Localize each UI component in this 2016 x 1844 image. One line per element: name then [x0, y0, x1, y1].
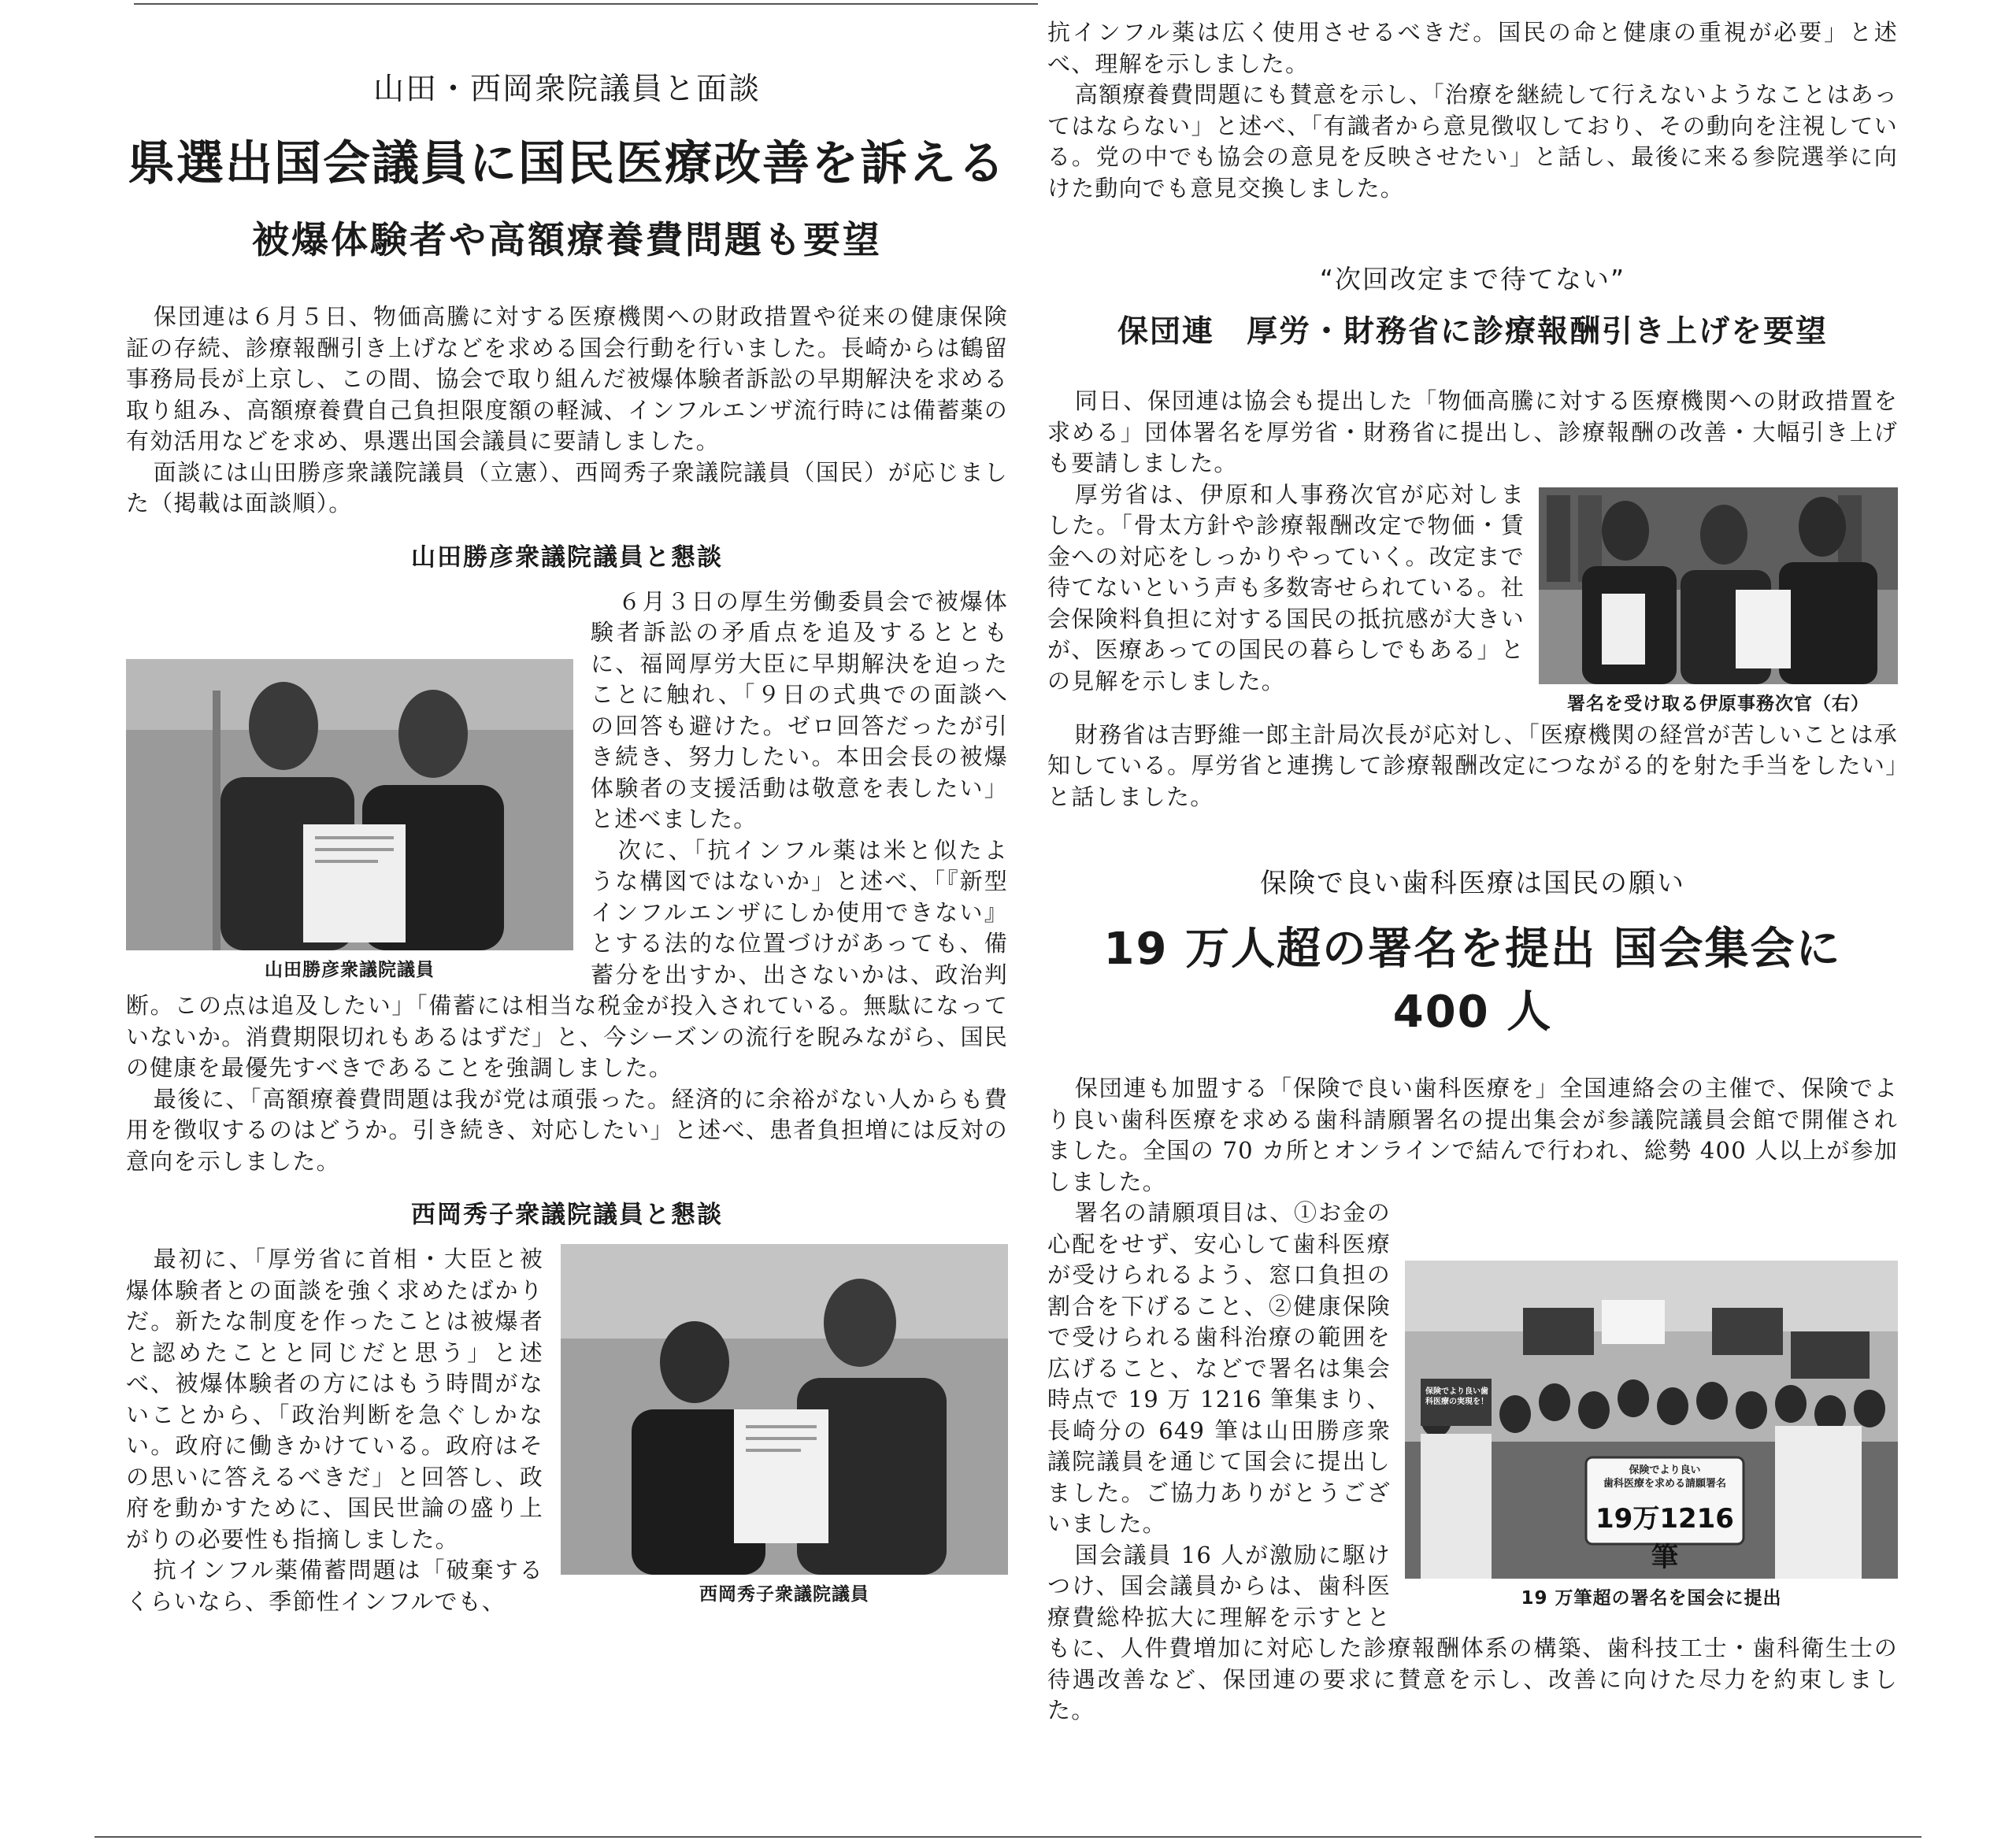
nishioka-photo-block [561, 1244, 1008, 1605]
rally-photo [1405, 1261, 1898, 1579]
bottom-rule [94, 1836, 1922, 1838]
yamada-photo-caption: 山田勝彦衆議院議員 [265, 959, 435, 980]
article3-kicker: 保険で良い歯科医療は国民の願い [1260, 868, 1685, 899]
rally-sign-count: 19万1216筆 [1595, 1503, 1734, 1573]
continued-p1: 抗インフル薬は広く使用させるべきだ。国民の命と健康の重視が必要」と述べ、理解を示しました。 [1047, 19, 1898, 77]
yamada-photo [126, 659, 573, 950]
article3-headline: 19 万人超の署名を提出 国会集会に 400 人 [1103, 924, 1842, 1038]
article3-p2: 署名の請願項目は、①お金の心配をせず、安心して歯科医療が受けられるよう、窓口負担の割合を下げること、②健康保険で受けられる歯科治療の範囲を広げること、などで署名は集会時点で 19 万 1216 筆集まり、長崎分の 649 筆は山田勝彦衆議院議員を通じて国会に提出しました。ご協力ありがとうございました。 [1047, 1199, 1391, 1537]
ihara-photo [1539, 487, 1898, 684]
article1-headline: 県選出国会議員に国民医療改善を訴える [128, 136, 1006, 191]
article3-p1: 保団連も加盟する「保険で良い歯科医療を」全国連絡会の主催で、保険でより良い歯科医療を求める歯科請願署名の提出集会が参議院議員会館で開催されました。全国の 70 カ所とオンラインで結んで行われ、総勢 400 人以上が参加しました。 [1047, 1075, 1898, 1195]
nishioka-photo [561, 1244, 1008, 1575]
nishioka-p2: 抗インフル薬備蓄問題は「破棄するくらいなら、季節性インフルでも、 [126, 1557, 543, 1615]
rally-photo-block [1405, 1261, 1898, 1609]
article3-p3: 国会議員 16 人が激励に駆けつけ、国会議員からは、歯科医療費総枠拡大に理解を示すとともに、人件費増加に対応した診療報酬体系の構築、歯科技工士・歯科衛生士の待遇改善など、保団連の要求に賛意を示し、改善に向けた尽力を約束しました。 [1047, 1541, 1898, 1724]
article2-p1: 同日、保団連は協会も提出した「物価高騰に対する医療機関への財政措置を求める」団体署名を厚労省・財務省に提出し、診療報酬の改善・大幅引き上げも要請しました。 [1047, 387, 1898, 476]
ihara-photo-caption: 署名を受け取る伊原事務次官（右） [1567, 693, 1870, 714]
right-column [1047, 0, 1898, 1727]
nishioka-photo-caption: 西岡秀子衆議院議員 [699, 1584, 869, 1605]
ihara-photo-block [1539, 487, 1898, 715]
yamada-p2: 次に、「抗インフル薬は米と似たような構図ではないか」と述べ、「『新型インフルエンザにしか使用できない』とする法的な位置づけがあっても、備蓄分を出すか、出さないかは、政治判断。この点は追及したい」「備蓄には相当な税金が投入されている。無駄になっていないか。消費期限切れもあるはずだ」と、今シーズンの流行を睨みながら、国民の健康を最優先すべきであることを強調しました。 [126, 836, 1008, 1081]
article1-subhead: 被爆体験者や高額療養費問題も要望 [252, 219, 882, 262]
article1-intro-p2: 面談には山田勝彦衆議院議員（立憲）、西岡秀子衆議院議員（国民）が応じました（掲載は面談順）。 [126, 458, 1008, 517]
article1-kicker: 山田・西岡衆院議員と面談 [372, 72, 761, 107]
yamada-section-title: 山田勝彦衆議院議員と懇談 [411, 542, 723, 572]
yamada-p1: ６月３日の厚生労働委員会で被爆体験者訴訟の矛盾点を追及するとともに、福岡厚労大臣に早期解決を迫ったことに触れ、「９日の式典での面談への回答も避けた。ゼロ回答だったが引き続き、努力したい。本田会長の被爆体験者の支援活動は敬意を表したい」と述べました。 [591, 587, 1008, 832]
rally-photo-caption: 19 万筆超の署名を国会に提出 [1521, 1588, 1782, 1609]
rally-sign-main: 保険でより良い 歯科医療を求める請願署名 [1603, 1464, 1726, 1490]
article2-kicker: “次回改定まで待てない” [1319, 264, 1626, 294]
continued-p2: 高額療養費問題にも賛意を示し、「治療を継続して行えないようなことはあってはならない」と述べ、「有識者から意見徴収しており、その動向を注視している。党の中でも協会の意見を反映させたい」と話し、最後に来る参院選挙に向けた動向でも意見交換しました。 [1047, 81, 1898, 202]
yamada-p3: 最後に、「高額療養費問題は我が党は頑張った。経済的に余裕がない人からも費用を徴収するのはどうか。引き続き、対応したい」と述べ、患者負担増には反対の意向を示しました。 [126, 1085, 1008, 1175]
yamada-photo-block [126, 659, 573, 981]
article1-intro-p1: 保団連は６月５日、物価高騰に対する医療機関への財政措置や従来の健康保険証の存続、診療報酬引き上げなどを求める国会行動を行いました。長崎からは鶴留事務局長が上京し、この間、協会で取り組んだ被爆体験者訴訟の早期解決を求める取り組み、高額療養費自己負担限度額の軽減、インフルエンザ流行時には備蓄薬の有効活用などを求め、県選出国会議員に要請しました。 [126, 303, 1008, 454]
article2-p2: 厚労省は、伊原和人事務次官が応対しました。「骨太方針や診療報酬改定で物価・賃金への対応をしっかりやっていく。改定まで待てないという声も多数寄せられている。社会保険料負担に対する国民の抵抗感が大きいが、医療あっての国民の暮らしでもある」との見解を示しました。 [1047, 480, 1525, 694]
left-column [126, 0, 1008, 1617]
rally-placard: 保険でより良い歯科医療の実現を！ [1425, 1387, 1488, 1406]
article2-p3: 財務省は吉野維一郎主計局次長が応対し、「医療機関の経営が苦しいことは承知している。厚労省と連携して診療報酬改定につながる的を射た手当をしたい」と話しました。 [1047, 720, 1898, 810]
article2-headline: 保団連 厚労・財務省に診療報酬引き上げを要望 [1117, 314, 1828, 350]
nishioka-section-title: 西岡秀子衆議院議員と懇談 [411, 1201, 723, 1229]
nishioka-p1: 最初に、「厚労省に首相・大臣と被爆体験者との面談を強く求めたばかりだ。新たな制度を作ったことは被爆者と認めたことと同じだと思う」と述べ、被爆体験者の方にはもう時間がないことから、「政治判断を急ぐしかない。政府に働きかけている。政府はその思いに答えるべきだ」と回答し、政府を動かすために、国民世論の盛り上がりの必要性も指摘しました。 [126, 1246, 543, 1553]
